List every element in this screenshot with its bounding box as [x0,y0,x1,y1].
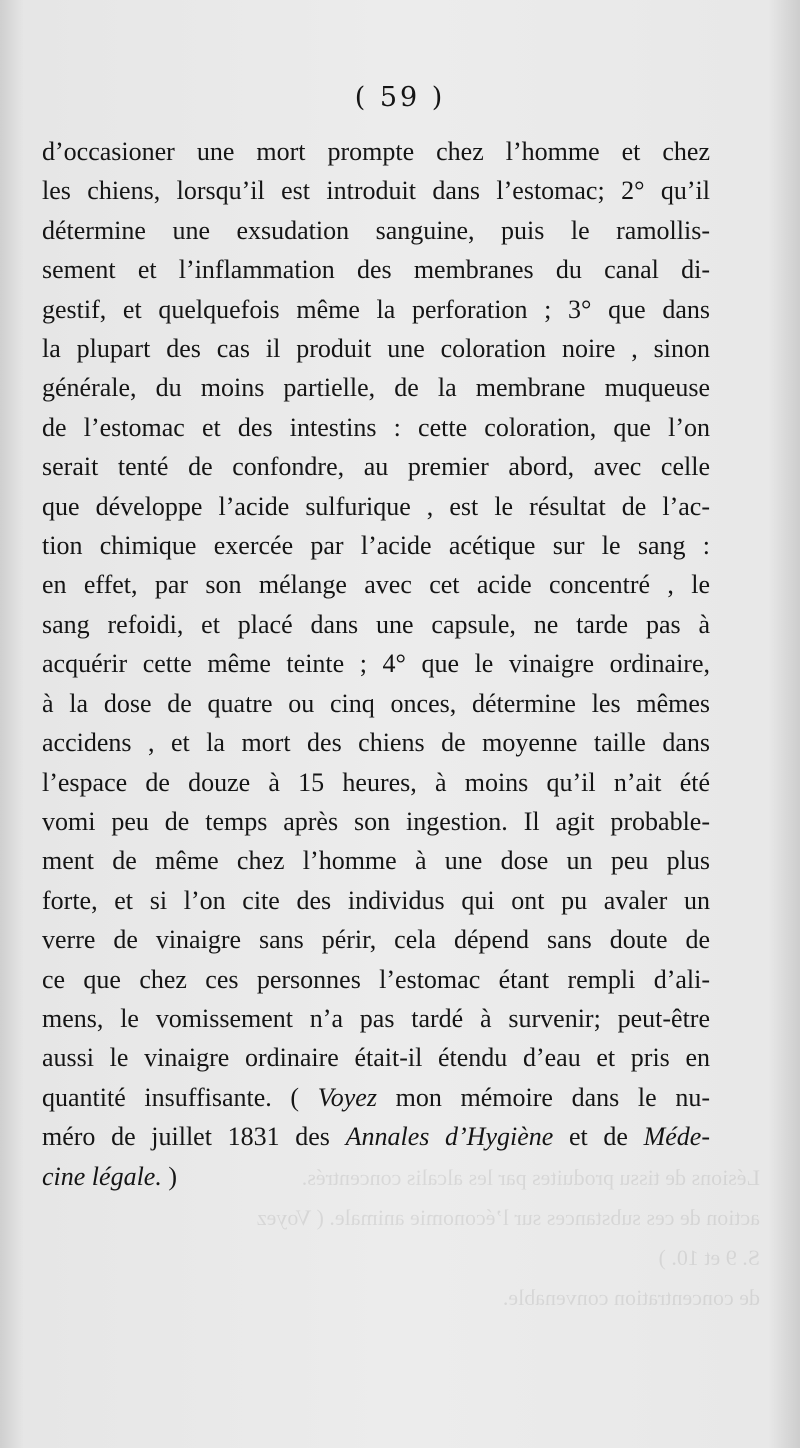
text-line: détermine une exsudation sanguine, puis le ramollis- [42,215,710,245]
text-line: l’espace de douze à 15 heures, à moins qu’il n’ait été [42,767,710,797]
bleed-through-text: Lésions de tissu produites par les alcalis concentrés. [301,1165,760,1190]
text-line: serait tenté de confondre, au premier abord, avec celle [42,452,710,482]
text-line-final [42,1157,710,1196]
italic-journal-title-end: cine légale. [42,1161,162,1191]
italic-voyez: Voyez [317,1082,377,1112]
text-line: la plupart des cas il produit une coloration noire , sinon [42,334,710,364]
text-fragment: mon mémoire dans le nu- [376,1082,710,1112]
text-line: accidens , et la mort des chiens de moyenne taille dans [42,728,710,758]
text-line: tion chimique exercée par l’acide acétique sur le sang : [42,531,710,561]
italic-journal-title-cont: Méde- [643,1122,711,1152]
bleed-through-text: de concentration convenable. [502,1285,760,1310]
text-line: ment de même chez l’homme à une dose un peu plus [42,846,710,876]
text-line: ce que chez ces personnes l’estomac étant rempli d’ali- [42,964,710,994]
text-line: d’occasioner une mort prompte chez l’homme et chez [42,137,710,166]
text-line: les chiens, lorsqu’il est introduit dans l’estomac; 2° qu’il [42,176,710,206]
text-fragment: quantité insuffisante. ( [42,1082,318,1112]
text-line: gestif, et quelquefois même la perforation ; 3° que dans [42,294,710,324]
text-line: générale, du moins partielle, de la membrane muqueuse [42,373,710,403]
text-line: verre de vinaigre sans périr, cela dépend sans doute de [42,925,710,955]
bleed-through-text: action de ces substances sur l’économie animale. ( Voyez [256,1205,760,1230]
text-fragment: et de [553,1122,644,1152]
page-number: ( 59 ) [354,82,446,113]
text-line: aussi le vinaigre ordinaire était-il étendu d’eau et pris en [42,1043,710,1073]
body-text [42,132,710,1196]
text-fragment: ) [161,1161,178,1191]
bleed-through-text: S. 9 et 10. ) [658,1245,760,1270]
text-line: que développe l’acide sulfurique , est le résultat de l’ac- [42,491,710,521]
text-line-with-citation [42,1078,710,1117]
text-line: mens, le vomissement n’a pas tardé à survenir; peut-être [42,1003,710,1033]
text-line: acquérir cette même teinte ; 4° que le vinaigre ordinaire, [42,649,710,679]
text-line: sement et l’inflammation des membranes du canal di- [42,255,710,285]
italic-journal-title: Annales d’Hygiène [345,1122,554,1152]
text-line: de l’estomac et des intestins : cette coloration, que l’on [42,412,710,442]
text-line: sang refoidi, et placé dans une capsule, ne tarde pas à [42,609,710,639]
text-line: forte, et si l’on cite des individus qui ont pu avaler un [42,885,710,915]
text-line: vomi peu de temps après son ingestion. Il agit probable- [42,806,710,836]
text-line: à la dose de quatre ou cinq onces, détermine les mêmes [42,688,710,718]
text-fragment: méro de juillet 1831 des [42,1122,346,1152]
text-line: en effet, par son mélange avec cet acide concentré , le [42,570,710,600]
text-line-with-citation [42,1117,710,1156]
